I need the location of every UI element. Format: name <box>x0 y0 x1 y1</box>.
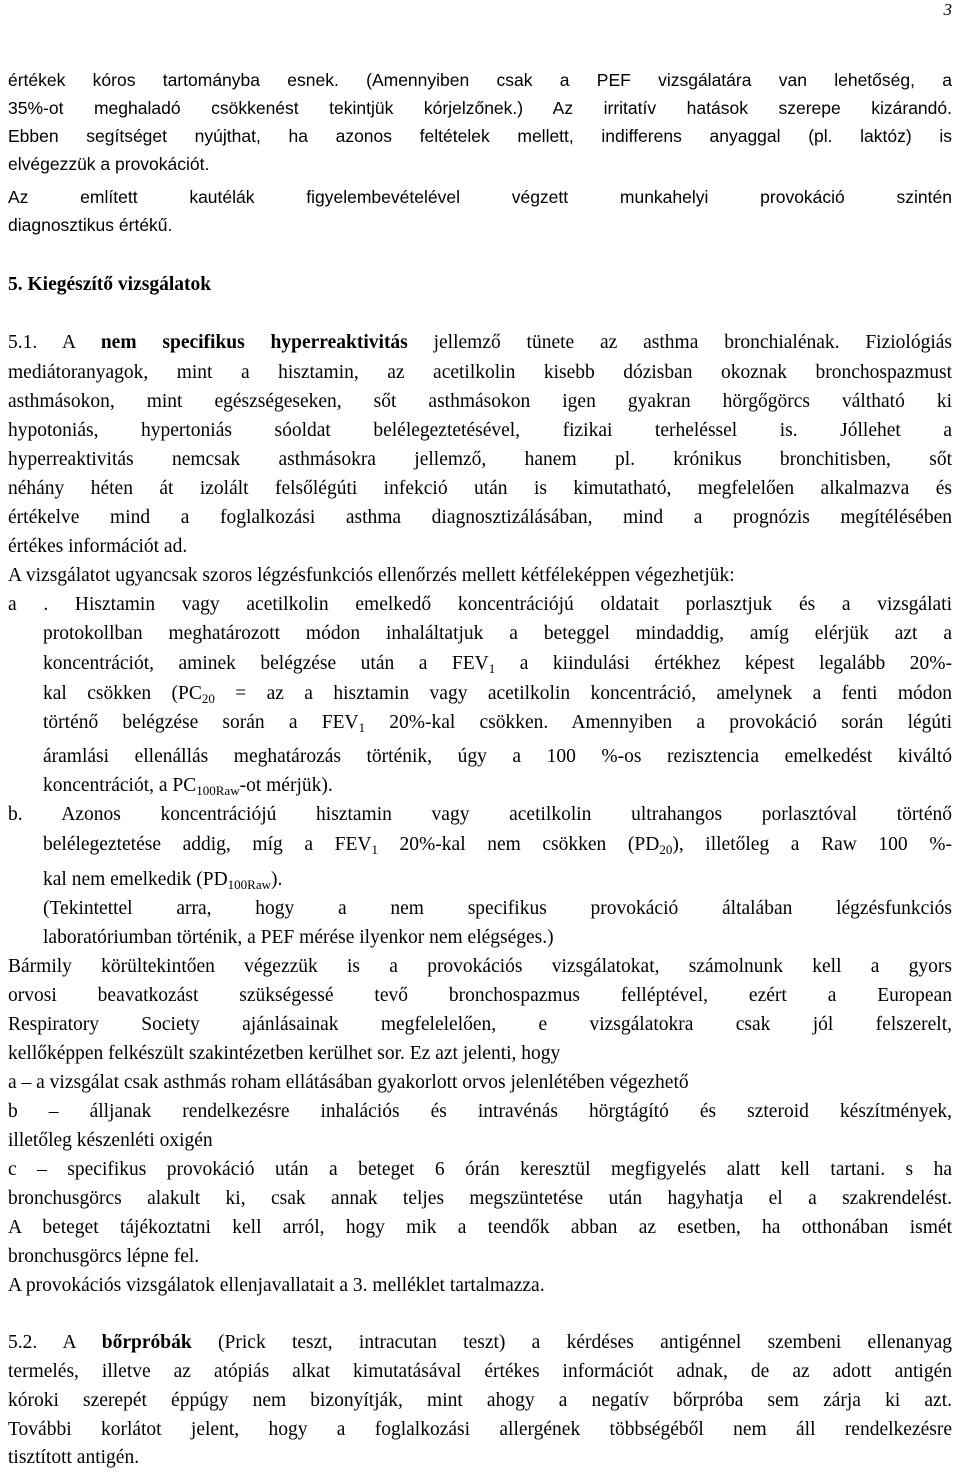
s51-line-8: értékes információt ad. <box>8 536 188 557</box>
caution-line-d2: bronchusgörcs lépne fel. <box>8 1246 200 1267</box>
s52-line-5: tisztított antigén. <box>8 1447 140 1468</box>
caution-line-3: Respiratory Society ajánlásainak megfelelelően, e vizsgálatokra csak jól felszerelt, <box>8 1014 952 1035</box>
s51-term: nem specifikus hyperreaktivitás <box>100 332 408 353</box>
s52-line-3: kóroki szerepét éppúgy nem bizonyítják, mint ahogy a negatív bőrpróba sem zárja ki azt. <box>8 1390 952 1411</box>
caution-item-b-line-2: illetőleg készenléti oxigén <box>8 1130 213 1151</box>
s52-line-4: További korlátot jelent, hogy a foglalkozási allergének többségéből nem áll rendelkezésre <box>8 1419 952 1440</box>
intro-line-3: Ebben segítséget nyújthat, ha azonos feltételek mellett, indifferens anyaggal (pl. laktóz) is <box>8 126 952 146</box>
item-b-line-2: belélegeztetése addig, míg a $FEV_1$ 20%-kal nem csökken $(PD_{20})$, illetőleg a Raw 100 %- <box>43 834 953 857</box>
item-b-line-1: b. Azonos koncentrációjú hisztamin vagy acetilkolin ultrahangos porlasztóval történő <box>8 804 952 825</box>
item-a-line-5: történő belégzése során a $FEV_1$ 20%-kal csökken. Amennyiben a provokáció során légúti <box>43 712 952 735</box>
item-b-line-4: (Tekintettel arra, hogy a nem specifikus provokáció általában légzésfunkciós <box>43 898 952 919</box>
s51-text: jellemző tünete az asthma bronchialénak. Fiziológiás <box>407 332 952 353</box>
intro-line-5: Az említett kautélák figyelembevételével végzett munkahelyi provokáció szintén <box>8 187 952 207</box>
caution-line-e: A provokációs vizsgálatok ellenjavallatait a 3. melléklet tartalmazza. <box>8 1275 545 1296</box>
caution-item-b-line-1: b – álljanak rendelkezésre inhalációs és intravénás hörgtágító és szteroid készítmények, <box>8 1101 952 1122</box>
page-number: 3 <box>943 0 952 19</box>
s51-line-1 <box>8 331 952 355</box>
s51-line-3: asthmásokon, mint egészségeseken, sőt asthmásokon igen gyakran hörgőgörcs váltható ki <box>8 391 952 412</box>
s52-term: bőrpróbák <box>101 1332 192 1353</box>
caution-line-4: kellőképpen felkészült szakintézetben kerülhet sor. Ez azt jelenti, hogy <box>8 1043 561 1064</box>
s52-line-2: termelés, illetve az atópiás alkat kimutatásával értékes információt adnak, de az adott antigén <box>8 1361 952 1382</box>
item-a-line-1: a . Hisztamin vagy acetilkolin emelkedő koncentrációjú oldatait porlasztjuk és a vizsgálati <box>8 594 952 615</box>
caution-line-d1: A beteget tájékoztatni kell arról, hogy mik a teendők abban az esetben, ha otthonában ismét <box>8 1217 952 1238</box>
s51-line-9: A vizsgálatot ugyancsak szoros légzésfunkciós ellenőrzés mellett kétféleképpen végezhetjük: <box>8 565 735 586</box>
item-b-line-3: kal nem emelkedik $(PD_{100Raw})$. <box>43 869 283 892</box>
s51-line-5: hyperreaktivitás nemcsak asthmásokra jellemző, hanem pl. krónikus bronchitisben, sőt <box>8 449 952 470</box>
s51-line-4: hypotoniás, hypertoniás sóoldat belélegeztetésével, fizikai terheléssel is. Jóllehet a <box>8 420 952 441</box>
item-b-line-5: laboratóriumban történik, a PEF mérése ilyenkor nem elégséges.) <box>43 927 554 948</box>
s51-line-6: néhány héten át izolált felsőlégúti infekció után is kimutatható, megfelelően alkalmazva és <box>8 478 952 499</box>
intro-line-4: elvégezzük a provokációt. <box>8 154 210 174</box>
caution-line-1: Bármily körültekintően végezzük is a provokációs vizsgálatokat, számolnunk kell a gyors <box>8 956 952 977</box>
intro-line-6: diagnosztikus értékű. <box>8 215 173 235</box>
s52-text: (Prick teszt, intracutan teszt) a kérdéses antigénnel szembeni ellenanyag <box>191 1332 952 1353</box>
s51-line-7: értékelve mind a foglalkozási asthma diagnosztizálásában, mind a prognózis megítélésében <box>8 507 952 528</box>
s52-line-1 <box>8 1331 952 1355</box>
section-heading: 5. Kiegészítő vizsgálatok <box>8 274 212 295</box>
s51-line-2: mediátoranyagok, mint a hisztamin, az acetilkolin kisebb dózisban okoznak bronchospazmust <box>8 362 952 383</box>
intro-line-1: értékek kóros tartományba esnek. (Amennyiben csak a PEF vizsgálatára van lehetőség, a <box>8 70 952 90</box>
caution-item-a: a – a vizsgálat csak asthmás roham ellátásában gyakorlott orvos jelenlétében végezhető <box>8 1072 689 1093</box>
caution-item-c-line-2: bronchusgörcs alakult ki, csak annak teljes megszüntetése után hagyhatja el a szakrendelést. <box>8 1188 952 1209</box>
caution-item-c-line-1: c – specifikus provokáció után a beteget 6 órán keresztül megfigyelés alatt kell tartani. s ha <box>8 1159 952 1180</box>
item-a-line-6: áramlási ellenállás meghatározás történik, úgy a 100 %-os rezisztencia emelkedést kiváltó <box>43 746 952 767</box>
item-a-line-4: kal csökken ($PC_{20}$ = az a hisztamin vagy acetilkolin koncentráció, amelynek a fenti módon <box>43 683 952 706</box>
s52-number: 5.2. A <box>8 1332 102 1353</box>
item-a-line-3: koncentrációt, aminek belégzése után a $FEV_1$ a kiindulási értékhez képest legalább 20%- <box>43 653 952 676</box>
item-a-line-7: koncentrációt, a $PC_{100Raw}-ot$ mérjük). <box>43 775 333 798</box>
s51-number: 5.1. A <box>8 332 101 353</box>
caution-line-2: orvosi beavatkozást szükségessé tevő bronchospazmus felléptével, ezért a European <box>8 985 952 1006</box>
item-a-line-2: protokollban meghatározott módon inhaláltatjuk a beteggel mindaddig, amíg elérjük azt a <box>43 623 952 644</box>
intro-line-2: 35%-ot meghaladó csökkenést tekintjük kórjelzőnek.) Az irritatív hatások szerepe kizárandó. <box>8 98 952 118</box>
